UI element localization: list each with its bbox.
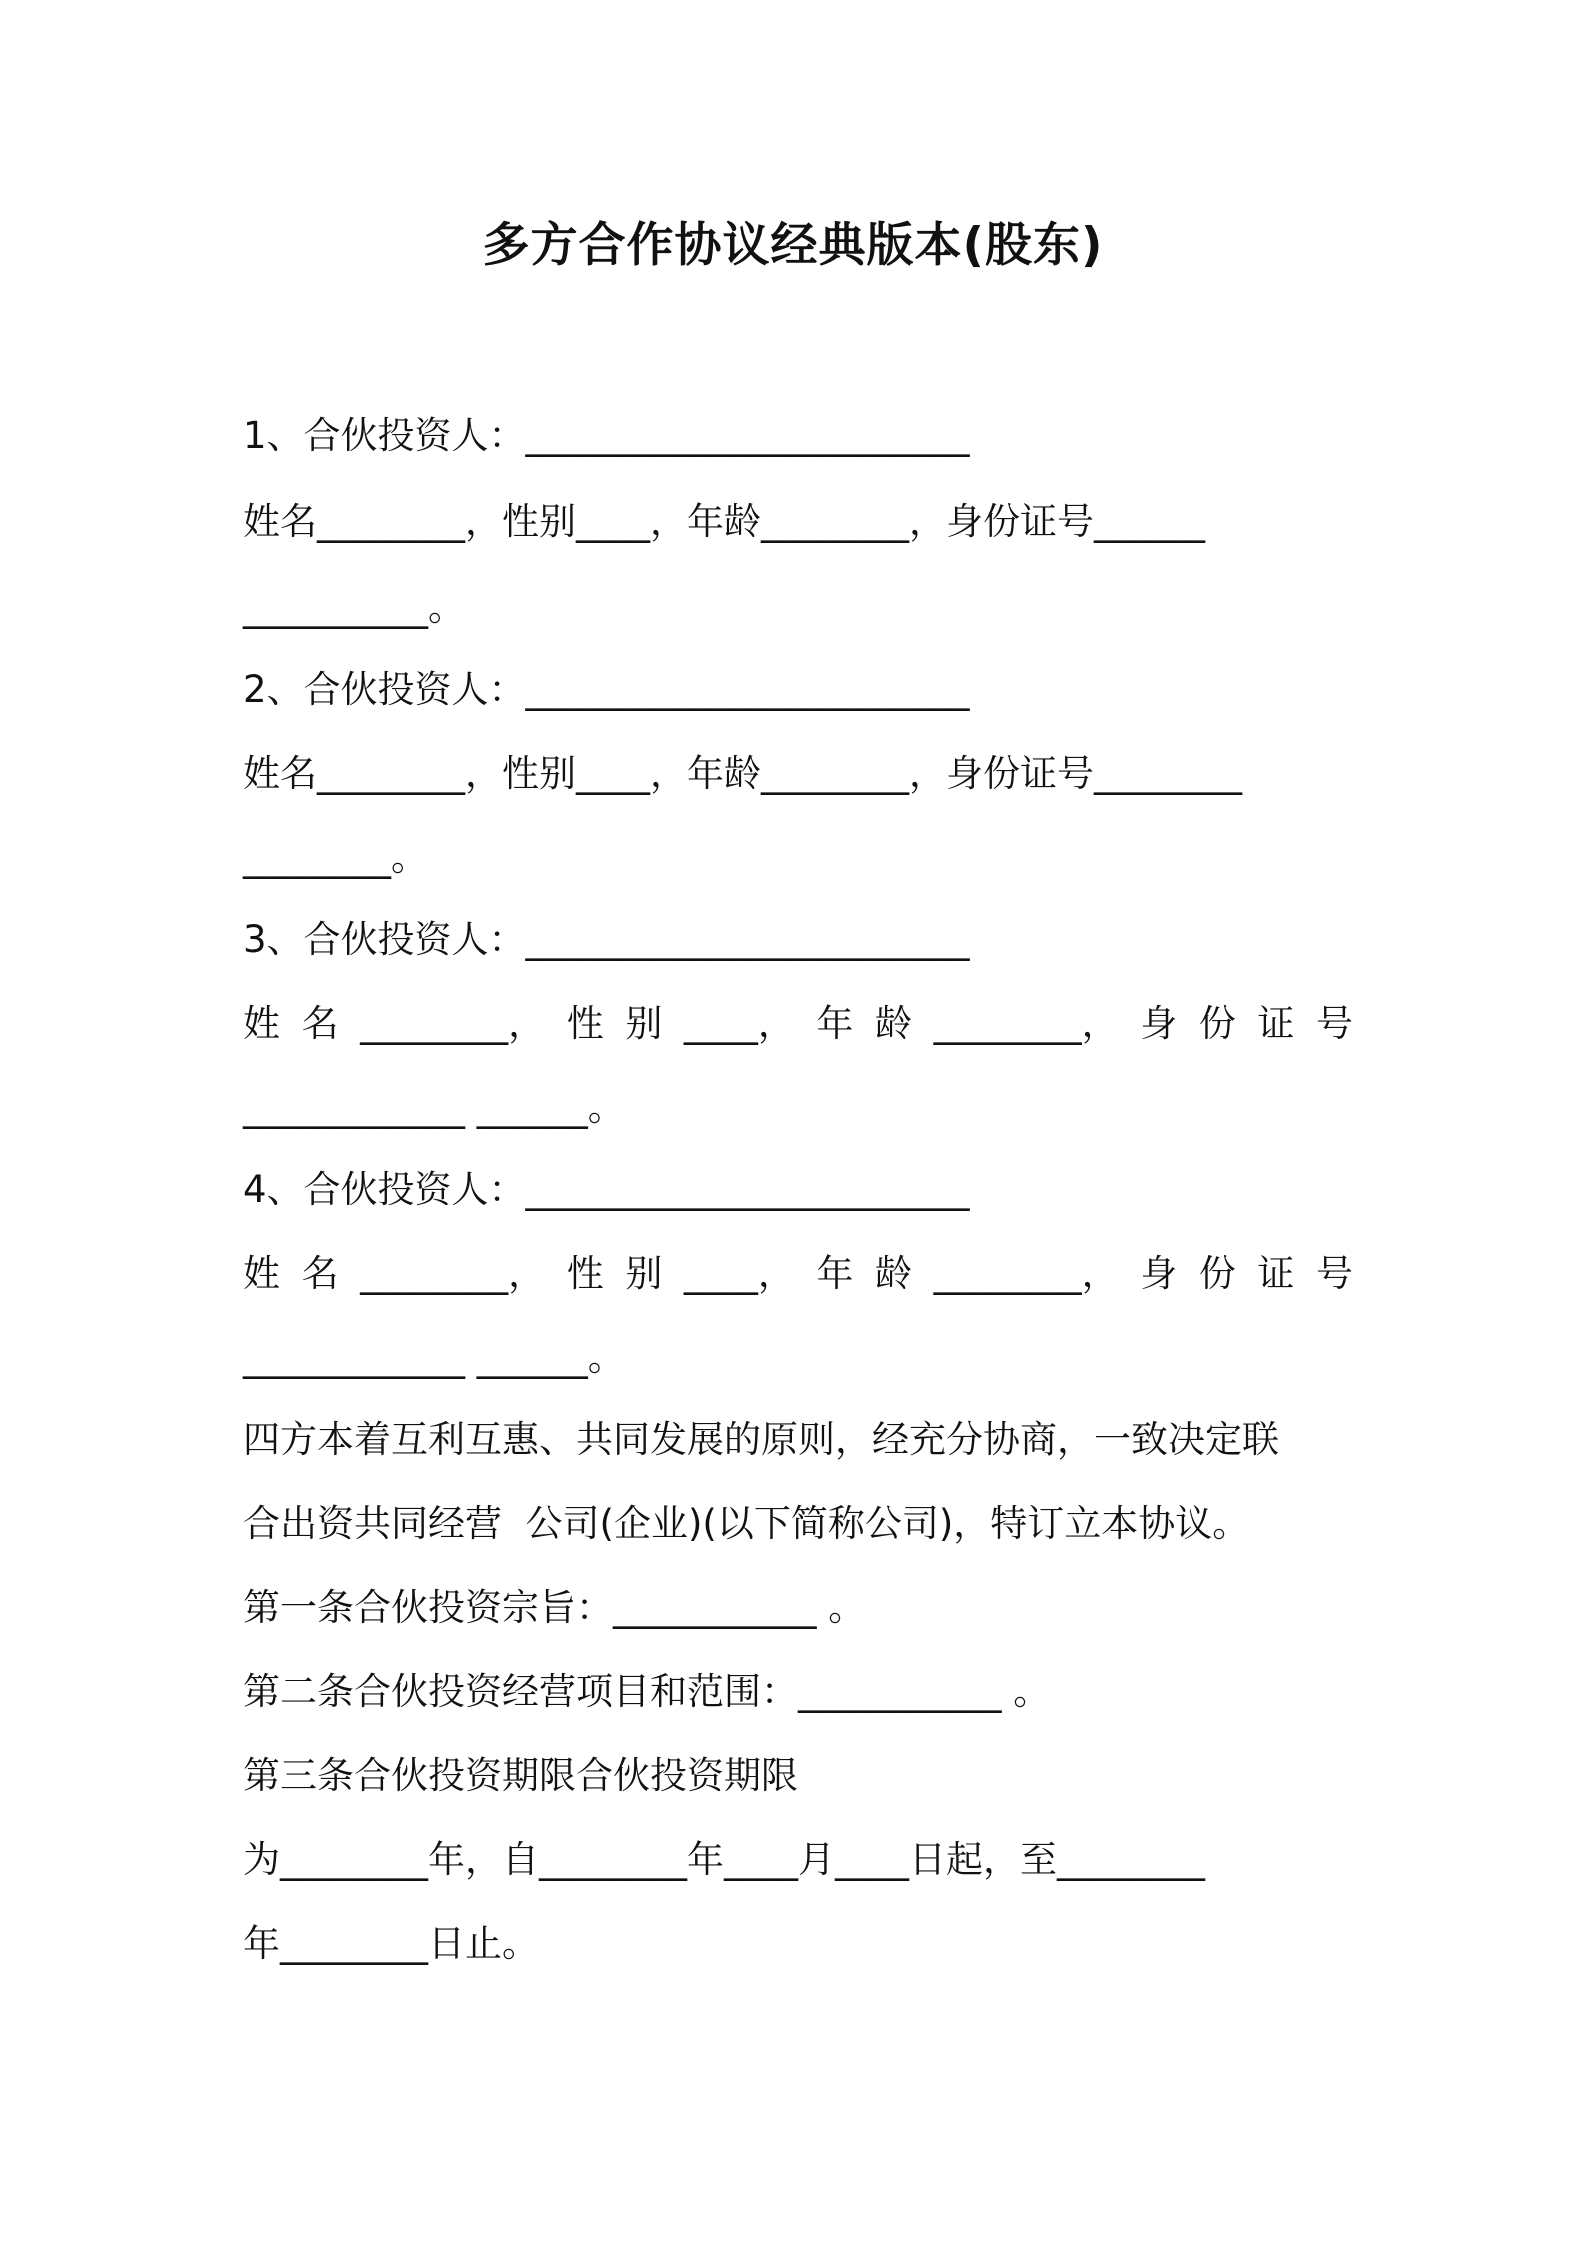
word: 份 (1198, 1002, 1236, 1045)
word: 证 (1257, 1002, 1295, 1045)
party-4-details (243, 1246, 1353, 1302)
document-title: 多方合作协议经典版本(股东) (482, 218, 1104, 273)
article-3-heading: 第三条合伙投资期限合伙投资期限 (243, 1754, 798, 1797)
party-1-details-cont: __________。 (243, 586, 465, 629)
party-2-details-cont: ________。 (243, 836, 428, 879)
preamble-line-2: 合出资共同经营 公司(企业)(以下简称公司)，特订立本协议。 (243, 1502, 1250, 1545)
party-1-heading: 1、合伙投资人：________________________ (243, 414, 970, 457)
word: 名 (301, 1252, 339, 1295)
word: 别 (625, 1252, 663, 1295)
party-1-details: 姓名________，性别____，年龄________，身份证号______ (243, 500, 1205, 543)
word: 年 (816, 1002, 854, 1045)
word: ____， (683, 1002, 795, 1045)
word: ________， (933, 1252, 1119, 1295)
word: 龄 (875, 1252, 913, 1295)
party-4-details-cont: ____________ ______。 (243, 1336, 625, 1379)
preamble-line-1: 四方本着互利互惠、共同发展的原则，经充分协商，一致决定联 (243, 1418, 1279, 1461)
word: ____， (683, 1252, 795, 1295)
party-2-details: 姓名________，性别____，年龄________，身份证号________ (243, 752, 1242, 795)
party-3-heading: 3、合伙投资人：________________________ (243, 918, 970, 961)
article-2: 第二条合伙投资经营项目和范围：___________ 。 (243, 1670, 1051, 1713)
word: 别 (625, 1002, 663, 1045)
word: 年 (816, 1252, 854, 1295)
word: 号 (1315, 1252, 1353, 1295)
article-3-term: 为________年，自________年____月____日起，至________ (243, 1838, 1205, 1881)
party-3-details (243, 996, 1353, 1052)
word: 证 (1257, 1252, 1295, 1295)
party-3-details-cont: ____________ ______。 (243, 1086, 625, 1129)
word: 身 (1140, 1252, 1178, 1295)
word: 姓 (243, 1252, 280, 1295)
word: ________， (360, 1252, 546, 1295)
word: 性 (566, 1252, 604, 1295)
party-4-heading: 4、合伙投资人：________________________ (243, 1168, 970, 1211)
word: 号 (1315, 1002, 1353, 1045)
word: 身 (1140, 1002, 1178, 1045)
word: 名 (301, 1002, 339, 1045)
word: 龄 (875, 1002, 913, 1045)
article-3-term-end: 年________日止。 (243, 1922, 539, 1965)
article-1: 第一条合伙投资宗旨：___________ 。 (243, 1586, 866, 1629)
word: 性 (566, 1002, 604, 1045)
word: ________， (933, 1002, 1119, 1045)
party-2-heading: 2、合伙投资人：________________________ (243, 668, 970, 711)
word: ________， (360, 1002, 546, 1045)
word: 份 (1198, 1252, 1236, 1295)
word: 姓 (243, 1002, 280, 1045)
